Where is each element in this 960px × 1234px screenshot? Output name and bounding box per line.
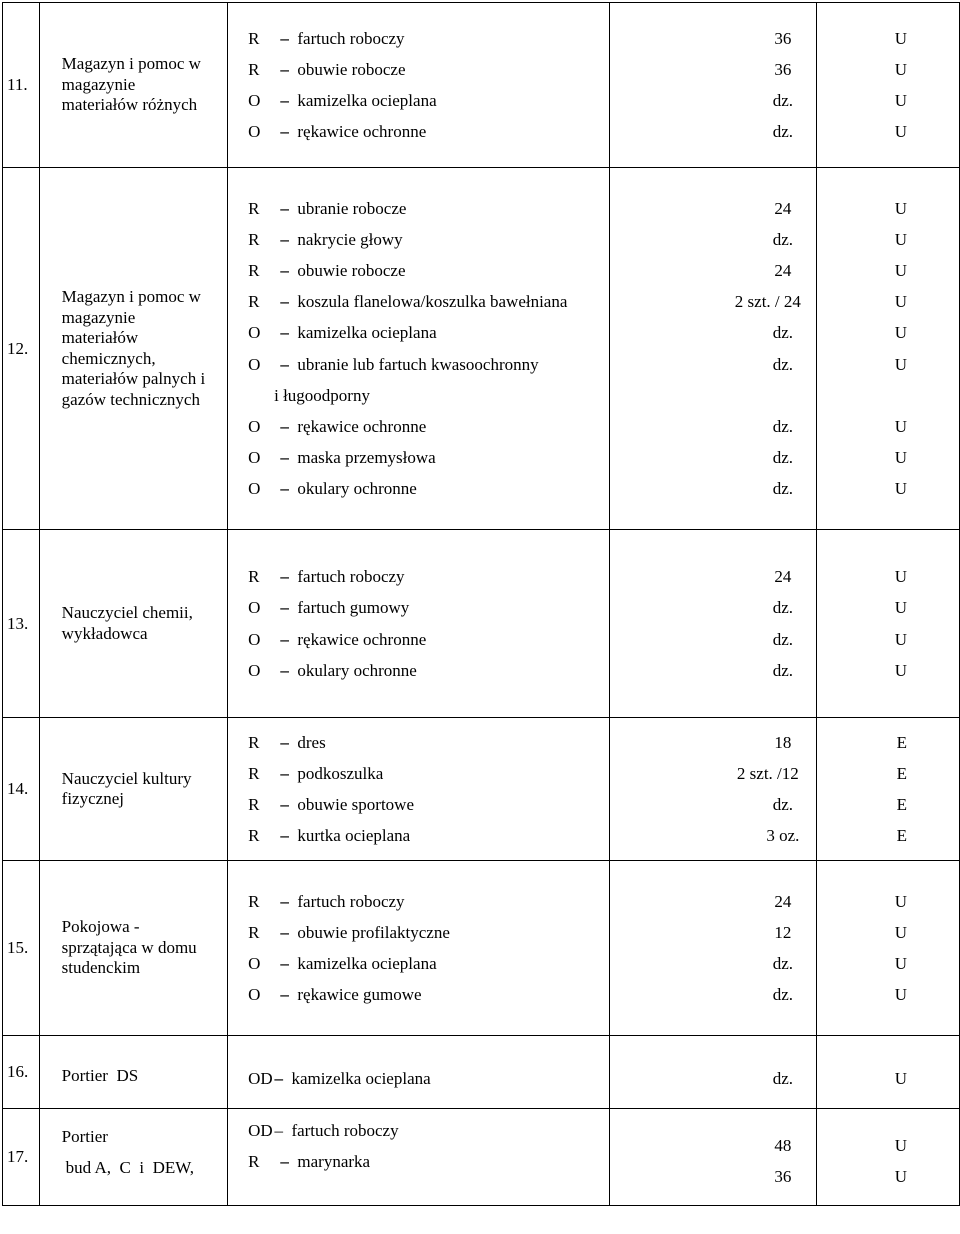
item-name: obuwie profilaktyczne bbox=[297, 922, 450, 942]
item-dash: – bbox=[280, 28, 289, 48]
position-line: chemicznych, bbox=[61, 348, 156, 368]
code-cell bbox=[816, 861, 959, 1036]
item-type: O bbox=[248, 91, 261, 110]
position-cell bbox=[39, 861, 227, 1036]
item-type: R bbox=[248, 795, 260, 814]
item-name: kamizelka ocieplana bbox=[297, 91, 437, 110]
item-dash: – bbox=[280, 629, 289, 649]
position-cell bbox=[39, 3, 227, 168]
code-value: U bbox=[894, 416, 907, 436]
code-value: U bbox=[894, 479, 907, 499]
item-type: R bbox=[248, 229, 260, 249]
position-line: Magazyn i pomoc w bbox=[61, 287, 201, 306]
code-value: U bbox=[894, 629, 907, 649]
code-value: U bbox=[894, 922, 907, 942]
row-number: 15. bbox=[3, 861, 40, 1036]
code-value: E bbox=[896, 732, 907, 752]
clothing-norms-table bbox=[2, 2, 960, 1206]
code-value: U bbox=[894, 891, 907, 911]
position-line: Nauczyciel chemii, bbox=[61, 603, 193, 622]
item-line bbox=[248, 193, 609, 224]
item-dash: – bbox=[280, 891, 289, 911]
position-line: Portier bbox=[61, 1127, 108, 1146]
norm-value: 2 szt. / 24 bbox=[734, 292, 801, 312]
item-line bbox=[248, 1146, 609, 1177]
row-number: 17. bbox=[3, 1109, 40, 1206]
item-type: O bbox=[248, 954, 261, 973]
item-name: fartuch roboczy bbox=[297, 567, 405, 587]
item-type: R bbox=[248, 891, 260, 911]
row-number: 12. bbox=[3, 168, 40, 530]
position-line: wykładowca bbox=[61, 623, 148, 643]
norm-cell bbox=[609, 1036, 816, 1109]
item-type: O bbox=[248, 985, 261, 1005]
item-name: fartuch roboczy bbox=[297, 891, 405, 911]
item-type: R bbox=[248, 567, 260, 587]
item-line bbox=[248, 886, 609, 917]
item-name-continuation: i ługoodporny bbox=[274, 385, 370, 405]
position-cell bbox=[39, 1036, 227, 1109]
item-type: R bbox=[248, 763, 260, 783]
item-line bbox=[248, 380, 609, 411]
item-name: podkoszulka bbox=[297, 763, 384, 783]
norm-value: 48 bbox=[774, 1136, 792, 1155]
norm-value: 18 bbox=[774, 732, 792, 752]
item-name: obuwie sportowe bbox=[297, 795, 415, 814]
norm-value: 36 bbox=[774, 1167, 792, 1187]
norm-value: dz. bbox=[772, 448, 793, 468]
item-type: R bbox=[248, 292, 260, 312]
code-cell bbox=[816, 1109, 959, 1206]
position-line: sprzątająca w domu bbox=[61, 937, 197, 957]
norm-cell bbox=[609, 3, 816, 168]
items-cell bbox=[228, 718, 610, 861]
item-name: kurtka ocieplana bbox=[297, 826, 411, 846]
item-name: maska przemysłowa bbox=[297, 448, 436, 468]
norm-value: dz. bbox=[772, 598, 793, 618]
norm-value: dz. bbox=[772, 354, 793, 374]
item-line bbox=[248, 820, 609, 851]
code-value: U bbox=[894, 954, 907, 973]
norm-value: 24 bbox=[774, 567, 792, 587]
item-name: marynarka bbox=[297, 1152, 371, 1172]
code-value: U bbox=[894, 323, 907, 343]
item-name: kamizelka ocieplana bbox=[291, 1069, 431, 1088]
item-line bbox=[248, 411, 609, 442]
item-dash: – bbox=[280, 229, 289, 249]
item-name: kamizelka ocieplana bbox=[297, 323, 437, 343]
item-name: ubranie robocze bbox=[297, 198, 407, 218]
item-type: O bbox=[248, 598, 261, 618]
items-cell bbox=[228, 3, 610, 168]
norm-value: 3 oz. bbox=[766, 826, 800, 846]
item-name: kamizelka ocieplana bbox=[297, 954, 437, 973]
norm-value: dz. bbox=[772, 122, 793, 142]
item-line bbox=[248, 1115, 609, 1146]
norm-value: 24 bbox=[774, 891, 792, 911]
item-type: R bbox=[248, 198, 260, 218]
table-body bbox=[3, 3, 960, 1206]
item-line bbox=[248, 789, 609, 820]
table-row bbox=[3, 3, 960, 168]
table-row bbox=[3, 1036, 960, 1109]
position-line: gazów technicznych bbox=[61, 389, 200, 409]
item-name: dres bbox=[297, 732, 326, 752]
norm-value: dz. bbox=[772, 416, 793, 436]
item-type: O bbox=[248, 629, 261, 649]
norm-value: 24 bbox=[774, 260, 792, 280]
items-cell bbox=[228, 1036, 610, 1109]
item-line bbox=[248, 224, 609, 255]
item-line bbox=[248, 54, 609, 85]
position-line: Pokojowa - bbox=[61, 917, 140, 937]
position-line: Magazyn i pomoc w bbox=[61, 54, 201, 74]
items-cell bbox=[228, 168, 610, 530]
item-dash: – bbox=[280, 448, 289, 468]
item-line bbox=[248, 624, 609, 655]
position-cell bbox=[39, 718, 227, 861]
position-line: Nauczyciel kultury bbox=[61, 768, 192, 788]
item-name: fartuch gumowy bbox=[297, 598, 410, 618]
row-number: 14. bbox=[3, 718, 40, 861]
position-line: materiałów różnych bbox=[61, 95, 198, 115]
code-value: U bbox=[894, 567, 907, 587]
norm-value: 12 bbox=[774, 922, 792, 942]
item-dash: – bbox=[280, 122, 289, 142]
item-name: rękawice ochronne bbox=[297, 122, 427, 142]
item-dash: – bbox=[280, 826, 289, 846]
items-cell bbox=[228, 861, 610, 1036]
position-line: magazynie bbox=[61, 307, 136, 327]
code-value: U bbox=[894, 260, 907, 280]
code-value: U bbox=[894, 1069, 907, 1088]
code-value: E bbox=[896, 795, 907, 814]
row-number: 11. bbox=[3, 3, 40, 168]
item-type: O bbox=[248, 323, 261, 343]
item-name: rękawice ochronne bbox=[297, 629, 427, 649]
item-dash: – bbox=[274, 1069, 283, 1088]
norm-value: 36 bbox=[774, 59, 792, 79]
item-dash: – bbox=[280, 323, 289, 343]
item-type: O bbox=[248, 660, 261, 680]
norm-value: dz. bbox=[772, 229, 793, 249]
item-dash: – bbox=[280, 598, 289, 618]
table-row bbox=[3, 1109, 960, 1206]
position-cell bbox=[39, 1109, 227, 1206]
item-dash: – bbox=[280, 763, 289, 783]
item-type: R bbox=[248, 28, 260, 48]
code-cell bbox=[816, 718, 959, 861]
item-name: koszula flanelowa/koszulka bawełniana bbox=[297, 292, 568, 312]
item-dash: – bbox=[280, 795, 289, 814]
position-line: studenckim bbox=[61, 958, 141, 978]
position-line: materiałów bbox=[61, 328, 139, 347]
item-line bbox=[248, 917, 609, 948]
position-line: bud A, C i DEW, bbox=[65, 1158, 194, 1177]
item-dash: – bbox=[280, 954, 289, 973]
item-line bbox=[248, 23, 609, 54]
code-value bbox=[817, 380, 907, 411]
norm-value: dz. bbox=[772, 91, 793, 110]
position-line: Portier DS bbox=[61, 1066, 139, 1085]
norm-value: dz. bbox=[772, 323, 793, 343]
item-type: R bbox=[248, 1152, 260, 1172]
item-line bbox=[248, 561, 609, 592]
code-value: U bbox=[894, 198, 907, 218]
row-number: 13. bbox=[3, 530, 40, 718]
norm-value: 36 bbox=[774, 28, 792, 48]
norm-value: dz. bbox=[772, 479, 793, 499]
item-dash: – bbox=[280, 416, 289, 436]
item-type: R bbox=[248, 260, 260, 280]
code-value: U bbox=[894, 292, 907, 312]
item-name: obuwie robocze bbox=[297, 59, 406, 79]
item-line bbox=[248, 317, 609, 348]
item-dash: – bbox=[274, 1121, 283, 1140]
item-type: O bbox=[248, 448, 261, 468]
norm-cell bbox=[609, 168, 816, 530]
item-dash: – bbox=[280, 59, 289, 79]
item-line bbox=[248, 727, 609, 758]
item-dash: – bbox=[280, 732, 289, 752]
item-name: fartuch roboczy bbox=[291, 1121, 399, 1140]
item-line bbox=[248, 592, 609, 623]
item-name: nakrycie głowy bbox=[297, 229, 403, 249]
item-type: R bbox=[248, 59, 260, 79]
code-value: U bbox=[894, 91, 907, 110]
table-row bbox=[3, 718, 960, 861]
code-cell bbox=[816, 1036, 959, 1109]
item-dash: – bbox=[280, 1152, 289, 1172]
code-value: U bbox=[894, 1136, 907, 1155]
table-row bbox=[3, 530, 960, 718]
position-cell bbox=[39, 168, 227, 530]
code-value: U bbox=[894, 28, 907, 48]
row-number: 16. bbox=[3, 1036, 40, 1109]
table-row bbox=[3, 168, 960, 530]
code-value: U bbox=[894, 660, 907, 680]
item-line bbox=[248, 349, 609, 380]
item-dash: – bbox=[280, 660, 289, 680]
item-dash: – bbox=[280, 198, 289, 218]
norm-value: 2 szt. /12 bbox=[736, 763, 799, 783]
norm-cell bbox=[609, 861, 816, 1036]
norm-value: dz. bbox=[772, 629, 793, 649]
item-name: rękawice ochronne bbox=[297, 416, 427, 436]
position-line: magazynie bbox=[61, 74, 136, 94]
code-value: U bbox=[894, 985, 907, 1005]
code-cell bbox=[816, 530, 959, 718]
norm-cell bbox=[609, 530, 816, 718]
item-line bbox=[248, 255, 609, 286]
item-dash: – bbox=[280, 354, 289, 374]
norm-cell bbox=[609, 1109, 816, 1206]
item-dash: – bbox=[280, 479, 289, 499]
norm-value: dz. bbox=[772, 795, 793, 814]
code-value: U bbox=[894, 448, 907, 468]
item-dash: – bbox=[280, 567, 289, 587]
position-cell bbox=[39, 530, 227, 718]
item-line bbox=[248, 286, 609, 317]
item-name: fartuch roboczy bbox=[297, 28, 405, 48]
item-dash: – bbox=[280, 260, 289, 280]
code-value: E bbox=[896, 763, 907, 783]
item-line bbox=[248, 473, 609, 504]
item-name: okulary ochronne bbox=[297, 479, 417, 499]
item-line bbox=[248, 1063, 609, 1094]
norm-value: dz. bbox=[772, 954, 793, 973]
item-dash: – bbox=[280, 985, 289, 1005]
code-value: E bbox=[896, 826, 907, 846]
item-line bbox=[248, 948, 609, 979]
norm-value: dz. bbox=[772, 1069, 793, 1088]
code-cell bbox=[816, 168, 959, 530]
item-name: rękawice gumowe bbox=[297, 985, 422, 1005]
item-line bbox=[248, 979, 609, 1010]
code-value: U bbox=[894, 598, 907, 618]
item-type: OD bbox=[248, 1069, 273, 1088]
item-dash: – bbox=[280, 91, 289, 110]
item-dash: – bbox=[280, 292, 289, 312]
norm-value: 24 bbox=[774, 198, 792, 218]
item-type: O bbox=[248, 479, 261, 499]
table-row bbox=[3, 861, 960, 1036]
norm-cell bbox=[609, 718, 816, 861]
position-line: materiałów palnych i bbox=[61, 369, 206, 388]
item-type: O bbox=[248, 354, 261, 374]
item-name: obuwie robocze bbox=[297, 260, 406, 280]
item-name: okulary ochronne bbox=[297, 660, 417, 680]
code-value: U bbox=[894, 1167, 907, 1187]
code-value: U bbox=[894, 229, 907, 249]
norm-value bbox=[570, 380, 816, 411]
item-line bbox=[248, 116, 609, 147]
item-name: ubranie lub fartuch kwasoochronny bbox=[297, 354, 539, 374]
position-line: fizycznej bbox=[61, 789, 124, 808]
items-cell bbox=[228, 1109, 610, 1206]
norm-value: dz. bbox=[772, 660, 793, 680]
item-type: O bbox=[248, 416, 261, 436]
items-cell bbox=[228, 530, 610, 718]
item-type: R bbox=[248, 826, 260, 846]
code-value: U bbox=[894, 354, 907, 374]
item-type: OD bbox=[248, 1121, 273, 1140]
item-dash: – bbox=[280, 922, 289, 942]
code-value: U bbox=[894, 122, 907, 142]
code-cell bbox=[816, 3, 959, 168]
item-line bbox=[248, 758, 609, 789]
norm-value: dz. bbox=[772, 985, 793, 1005]
item-line bbox=[248, 442, 609, 473]
item-type: R bbox=[248, 732, 260, 752]
item-type: R bbox=[248, 922, 260, 942]
item-line bbox=[248, 655, 609, 686]
item-type: O bbox=[248, 122, 261, 142]
item-line bbox=[248, 85, 609, 116]
code-value: U bbox=[894, 59, 907, 79]
